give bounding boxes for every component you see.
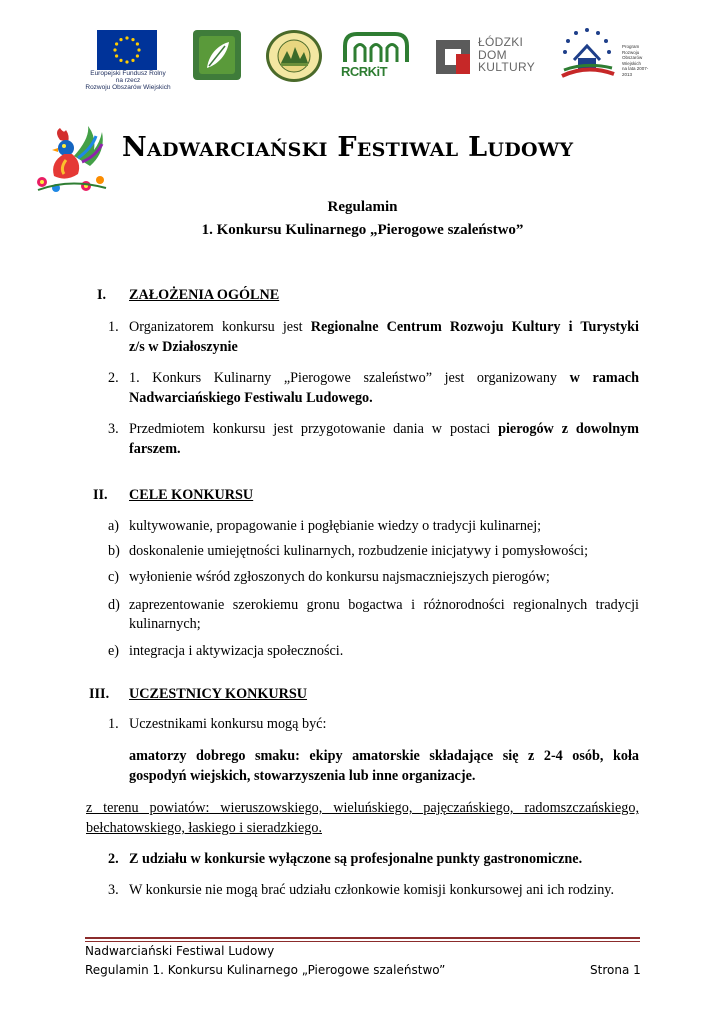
section-3-item-number: 1. (108, 716, 119, 732)
prow-line: Program (622, 44, 640, 49)
eu-caption-line: na rzecz (115, 77, 141, 84)
section-1-item-number: 2. (108, 370, 119, 386)
folk-rooster-image (30, 122, 112, 194)
page-number: Strona 1 (590, 963, 641, 977)
goal-text: doskonalenie umiejętności kulinarnych, rozbudzenie inicjatywy i pomysłowości; (129, 543, 589, 559)
eu-caption-line: Rozwoju Obszarów Wiejskich (85, 84, 171, 91)
tree-seal-icon (269, 33, 319, 79)
goal-text: zaprezentowanie szerokiemu gronu bogactwa i różnorodności regionalnych tradycji (129, 597, 639, 613)
leader-leaf-icon (193, 30, 241, 80)
item-bold-text: pierogów z dowolnym (498, 421, 640, 437)
footer-festival: Nadwarciański Festiwal Ludowy (85, 944, 275, 958)
eligible-area: z terenu powiatów: wieruszowskiego, wieluńskiego, pajęczańskiego, radomszczańskiego, (86, 800, 639, 816)
prow-line: Rozwoju (622, 49, 640, 55)
ldk-line: KULTURY (478, 60, 536, 74)
prow-line: Wiejskich (622, 60, 642, 66)
regulamin-heading: Regulamin (327, 199, 398, 215)
section-3-title: UCZESTNICY KONKURSU (129, 686, 308, 702)
section-1-item-line: z/s w Działoszynie (129, 339, 238, 355)
eligible-participants: gospodyń wiejskich, stowarzyszenia lub inne organizacje. (129, 768, 476, 784)
ldk-line: ŁÓDZKI (478, 35, 524, 49)
section-1-item-line (129, 317, 639, 338)
eligible-participants: amatorzy dobrego smaku: ekipy amatorskie składające się z 2-4 osób, koła (129, 748, 639, 764)
section-1-item-line: farszem. (129, 441, 181, 457)
section-3-item-number: 2. (108, 851, 119, 867)
prow-line: na lata 2007-2013 (622, 66, 649, 77)
regional-seal-logo (266, 30, 322, 82)
goal-text: integracja i aktywizacja społeczności. (129, 643, 344, 659)
prow-line: Obszarów (622, 55, 643, 60)
contest-subtitle: 1. Konkursu Kulinarnego „Pierogowe szaleństwo” (201, 222, 524, 238)
section-1-number: I. (97, 287, 107, 303)
footer-divider (85, 941, 640, 942)
rcrkit-logo (341, 32, 411, 82)
item-text: 1. Konkurs Kulinarny „Pierogowe szaleństwo” jest organizowany (129, 370, 570, 386)
section-3-item-text: Uczestnikami konkursu mogą być: (129, 716, 327, 732)
footer-document: Regulamin 1. Konkursu Kulinarnego „Pierogowe szaleństwo” (85, 963, 446, 977)
section-2-title: CELE KONKURSU (129, 487, 254, 503)
eu-caption-line: Europejski Fundusz Rolny (90, 70, 166, 77)
rcrkit-name: RCRKiT (341, 64, 388, 79)
goal-letter: b) (108, 543, 120, 559)
ldk-logo (436, 36, 540, 80)
eu-caption (78, 70, 178, 91)
section-1-title: ZAŁOŻENIA OGÓLNE (129, 287, 280, 303)
eligible-area: bełchatowskiego, łaskiego i sieradzkiego. (86, 820, 322, 836)
prow-text (622, 44, 652, 77)
ldk-text (478, 36, 535, 74)
arches-icon (341, 32, 411, 64)
rooster-icon (30, 122, 112, 194)
item-bold-text: Regionalne Centrum Rozwoju Kultury i Turystyki (310, 319, 640, 335)
section-3-item-text: Z udziału w konkursie wyłączone są profesjonalne punkty gastronomiczne. (129, 851, 583, 867)
section-1-item-number: 1. (108, 319, 119, 335)
goal-letter: c) (108, 569, 120, 585)
prow-logo (552, 26, 652, 82)
goal-text: kultywowanie, propagowanie i pogłębianie wiedzy o tradycji kulinarnej; (129, 518, 542, 534)
ldk-line: DOM (478, 47, 507, 62)
leader-logo (193, 30, 241, 80)
section-2-number: II. (93, 487, 108, 503)
item-bold-text: w ramach (569, 370, 639, 386)
section-3-item-number: 3. (108, 882, 119, 898)
section-1-item-line (129, 368, 639, 389)
ldk-box-icon (436, 40, 470, 74)
eu-stars-icon (97, 30, 157, 70)
item-text: Organizatorem konkursu jest (129, 319, 311, 335)
item-text: Przedmiotem konkursu jest przygotowanie dania w postaci (129, 421, 499, 437)
goal-letter: a) (108, 518, 120, 534)
section-1-item-number: 3. (108, 421, 119, 437)
section-1-item-line (129, 419, 639, 440)
goal-text: kulinarnych; (129, 616, 201, 632)
section-1-item-line: Nadwarciańskiego Festiwalu Ludowego. (129, 390, 373, 406)
goal-letter: e) (108, 643, 120, 659)
eu-flag-logo (97, 30, 157, 70)
section-3-item-text: W konkursie nie mogą brać udziału członkowie komisji konkursowej ani ich rodziny. (129, 882, 615, 898)
footer-divider (85, 937, 640, 939)
section-3-number: III. (89, 686, 110, 702)
prow-house-stars-icon (552, 26, 622, 82)
festival-title: Nadwarciański Festiwal Ludowy (122, 132, 574, 163)
goal-text: wyłonienie wśród zgłoszonych do konkursu najsmaczniejszych pierogów; (129, 569, 550, 585)
goal-letter: d) (108, 597, 120, 613)
